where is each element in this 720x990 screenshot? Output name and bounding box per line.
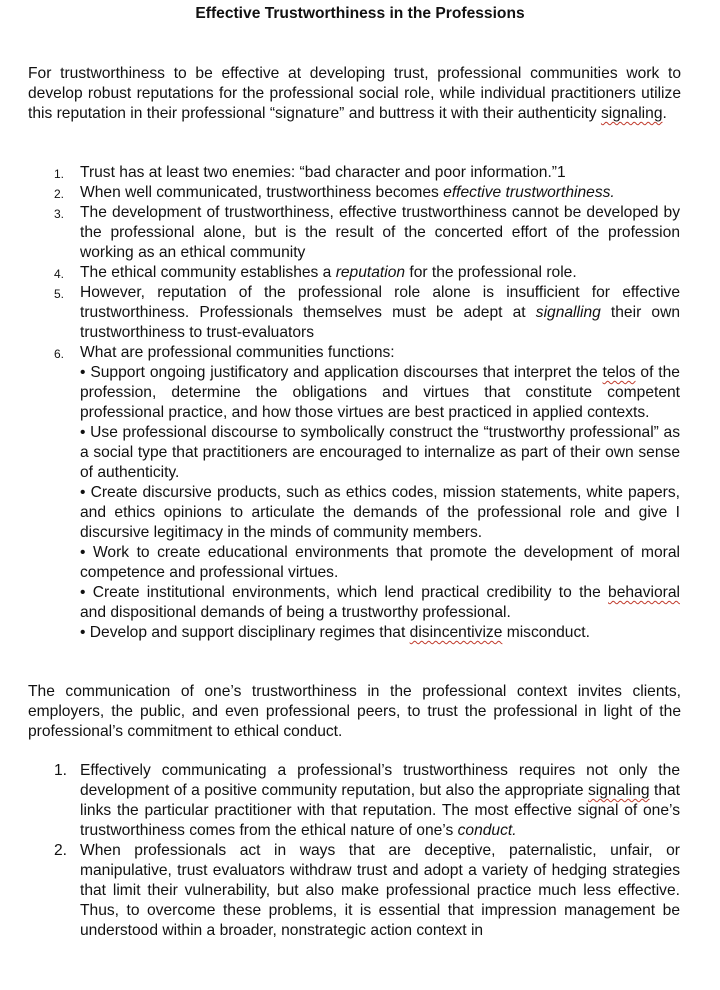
intro-end: . (662, 105, 667, 122)
list-number: 2. (54, 842, 68, 859)
numbered-list-1 (0, 163, 720, 643)
numbered-list-2 (0, 761, 720, 941)
list-item: 6. What are professional communities functions: • Support ongoing justificatory and application discourses that interpret the telos of the profession, determine the obligations and virtues that constitute competent professional practice, and how those virtues are best practiced in applied contexts. • Use professional discourse to symbolically construct the “trustworthy professional” as a social type that practitioners are encouraged to internalize as part of their own sense of authenticity. • Create discursive products, such as ethics codes, mission statements, white papers, and ethics opinions to articulate the demands of the professional role and give I discursive legitimacy in the minds of community members. • Work to create educational environments that promote the development of moral competence and professional virtues. • Create institutional environments, which lend practical credibility to the behavioral and dispositional demands of being a trustworthy professional. • Develop and support disciplinary regimes that disincentivize misconduct. (54, 344, 680, 641)
bullet-item: • Develop and support disciplinary regimes that disincentivize misconduct. (80, 624, 590, 641)
bullet-item: • Work to create educational environments that promote the development of moral competence and professional virtues. (80, 544, 680, 581)
list-number: 3. (54, 207, 65, 221)
bullet-item: • Support ongoing justificatory and application discourses that interpret the telos of the profession, determine the obligations and virtues that constitute competent professional practice, and how those virtues are best practiced in applied contexts. (80, 364, 680, 421)
list-number: 6. (54, 347, 65, 361)
list-item: 5. However, reputation of the professional role alone is insufficient for effective trustworthiness. Professionals themselves must be adept at signalling their own trustworthiness to trust-evaluators (54, 284, 681, 341)
list-number: 5. (54, 287, 65, 301)
bullet-item: • Create discursive products, such as ethics codes, mission statements, white papers, and ethics opinions to articulate the demands of the professional role and give I discursive legitimacy in the minds of community members. (80, 484, 680, 541)
list-number: 1. (54, 762, 68, 779)
list-item: 4. The ethical community establishes a reputation for the professional role. (0, 263, 680, 283)
intro-text: For trustworthiness to be effective at developing trust, professional communities work to develop robust reputations for the professional social role, while individual practitioners utilize this reputation in their professional “signature” and buttress it with their authenticity (28, 65, 681, 122)
list-number: 1. (54, 167, 65, 181)
list-item: 1. Effectively communicating a professional’s trustworthiness requires not only the development of a positive community reputation, but also the appropriate signaling that links the particular practitioner with that reputation. The most effective signal of one’s trustworthiness comes from the ethical nature of one’s conduct. (54, 762, 680, 839)
communication-paragraph: The communication of one’s trustworthiness in the professional context invites clients, employers, the public, and even professional peers, to trust the professional in light of the professional’s commitment to ethical conduct. (28, 683, 681, 740)
bullet-item: • Use professional discourse to symbolically construct the “trustworthy professional” as a social type that practitioners are encouraged to internalize as part of their own sense of authenticity. (80, 424, 680, 481)
bullet-item: • Create institutional environments, which lend practical credibility to the behavioral and dispositional demands of being a trustworthy professional. (80, 584, 680, 621)
intro-flagged-word: signaling (600, 105, 663, 122)
intro-paragraph (28, 64, 681, 124)
list-number: 4. (54, 267, 65, 281)
list-number: 2. (54, 187, 65, 201)
list-item: 2. When well communicated, trustworthiness becomes effective trustworthiness. (0, 183, 680, 203)
list-item: 3. The development of trustworthiness, effective trustworthiness cannot be developed by the professional alone, but is the result of the concerted effort of the profession working as an ethical community (54, 204, 680, 261)
list-item: 2. When professionals act in ways that are deceptive, paternalistic, unfair, or manipulative, trust evaluators withdraw trust and adopt a variety of hedging strategies that limit their vulnerability, but also make professional practice much less effective. Thus, to overcome these problems, it is essential that impression management be understood within a broader, nonstrategic action context in (54, 842, 680, 939)
page-title: Effective Trustworthiness in the Professions (195, 5, 525, 22)
list-item: 1. Trust has at least two enemies: “bad character and poor information.”1 (0, 163, 680, 183)
